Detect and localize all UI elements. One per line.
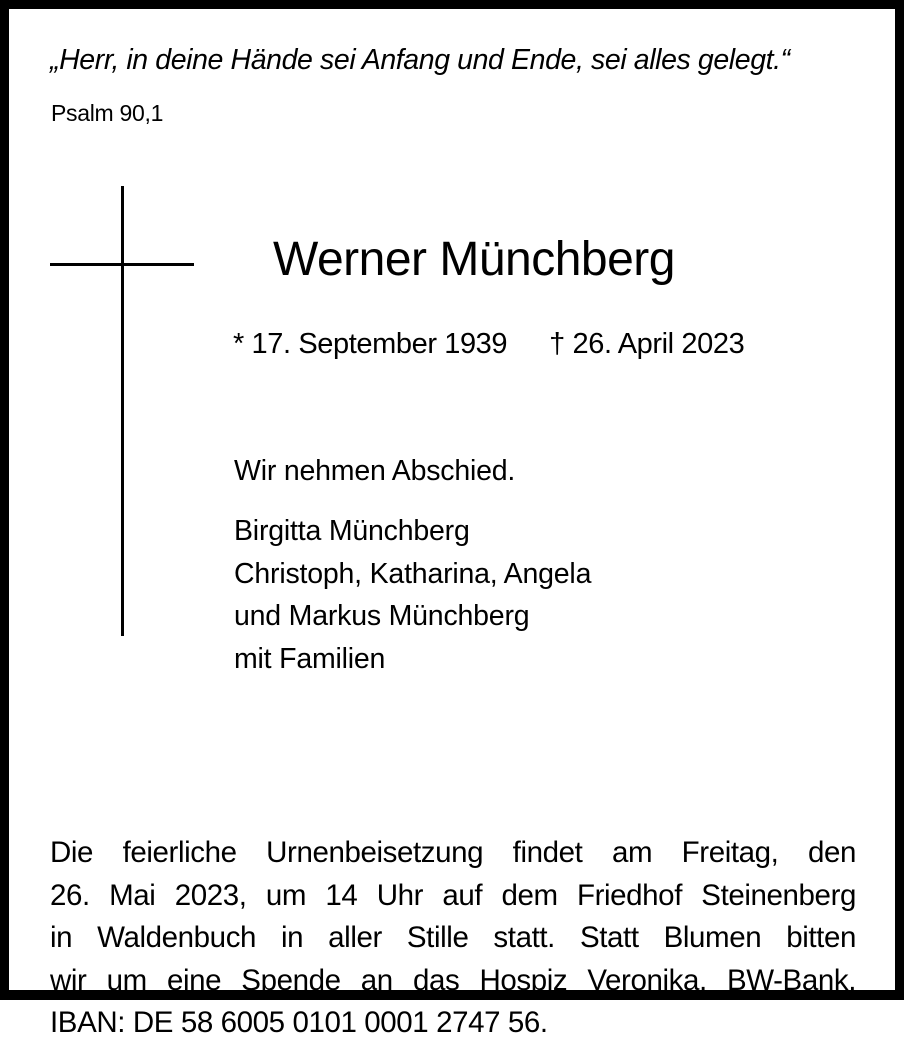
quote-source: Psalm 90,1 bbox=[51, 100, 164, 126]
cross-icon-vertical bbox=[121, 186, 124, 636]
birth-date: * 17. September 1939 bbox=[233, 328, 508, 360]
life-dates bbox=[233, 328, 744, 361]
mourner-line: Christoph, Katharina, Angela bbox=[234, 557, 592, 590]
deceased-name: Werner Münchberg bbox=[273, 233, 675, 286]
notice-line: 26. Mai 2023, um 14 Uhr auf dem Friedhof Steinenberg bbox=[50, 878, 856, 912]
bible-quote: „Herr, in deine Hände sei Anfang und Ende, sei alles gelegt.“ bbox=[50, 44, 790, 76]
notice-line: wir um eine Spende an das Hospiz Veronika, BW-Bank, bbox=[50, 963, 856, 997]
cross-icon-horizontal bbox=[50, 263, 194, 266]
mourner-line: und Markus Münchberg bbox=[234, 600, 530, 632]
farewell-text: Wir nehmen Abschied. bbox=[234, 455, 516, 487]
mourner-line: Birgitta Münchberg bbox=[234, 515, 470, 547]
notice-line: Die feierliche Urnenbeisetzung findet am Freitag, den bbox=[50, 836, 856, 869]
notice-line: in Waldenbuch in aller Stille statt. Statt Blumen bitten bbox=[50, 921, 856, 954]
notice-line: IBAN: DE 58 6005 0101 0001 2747 56. bbox=[50, 1006, 548, 1039]
funeral-notice bbox=[50, 832, 856, 1045]
mourners-list bbox=[234, 510, 591, 680]
death-date: † 26. April 2023 bbox=[549, 328, 745, 360]
mourner-line: mit Familien bbox=[234, 642, 386, 675]
